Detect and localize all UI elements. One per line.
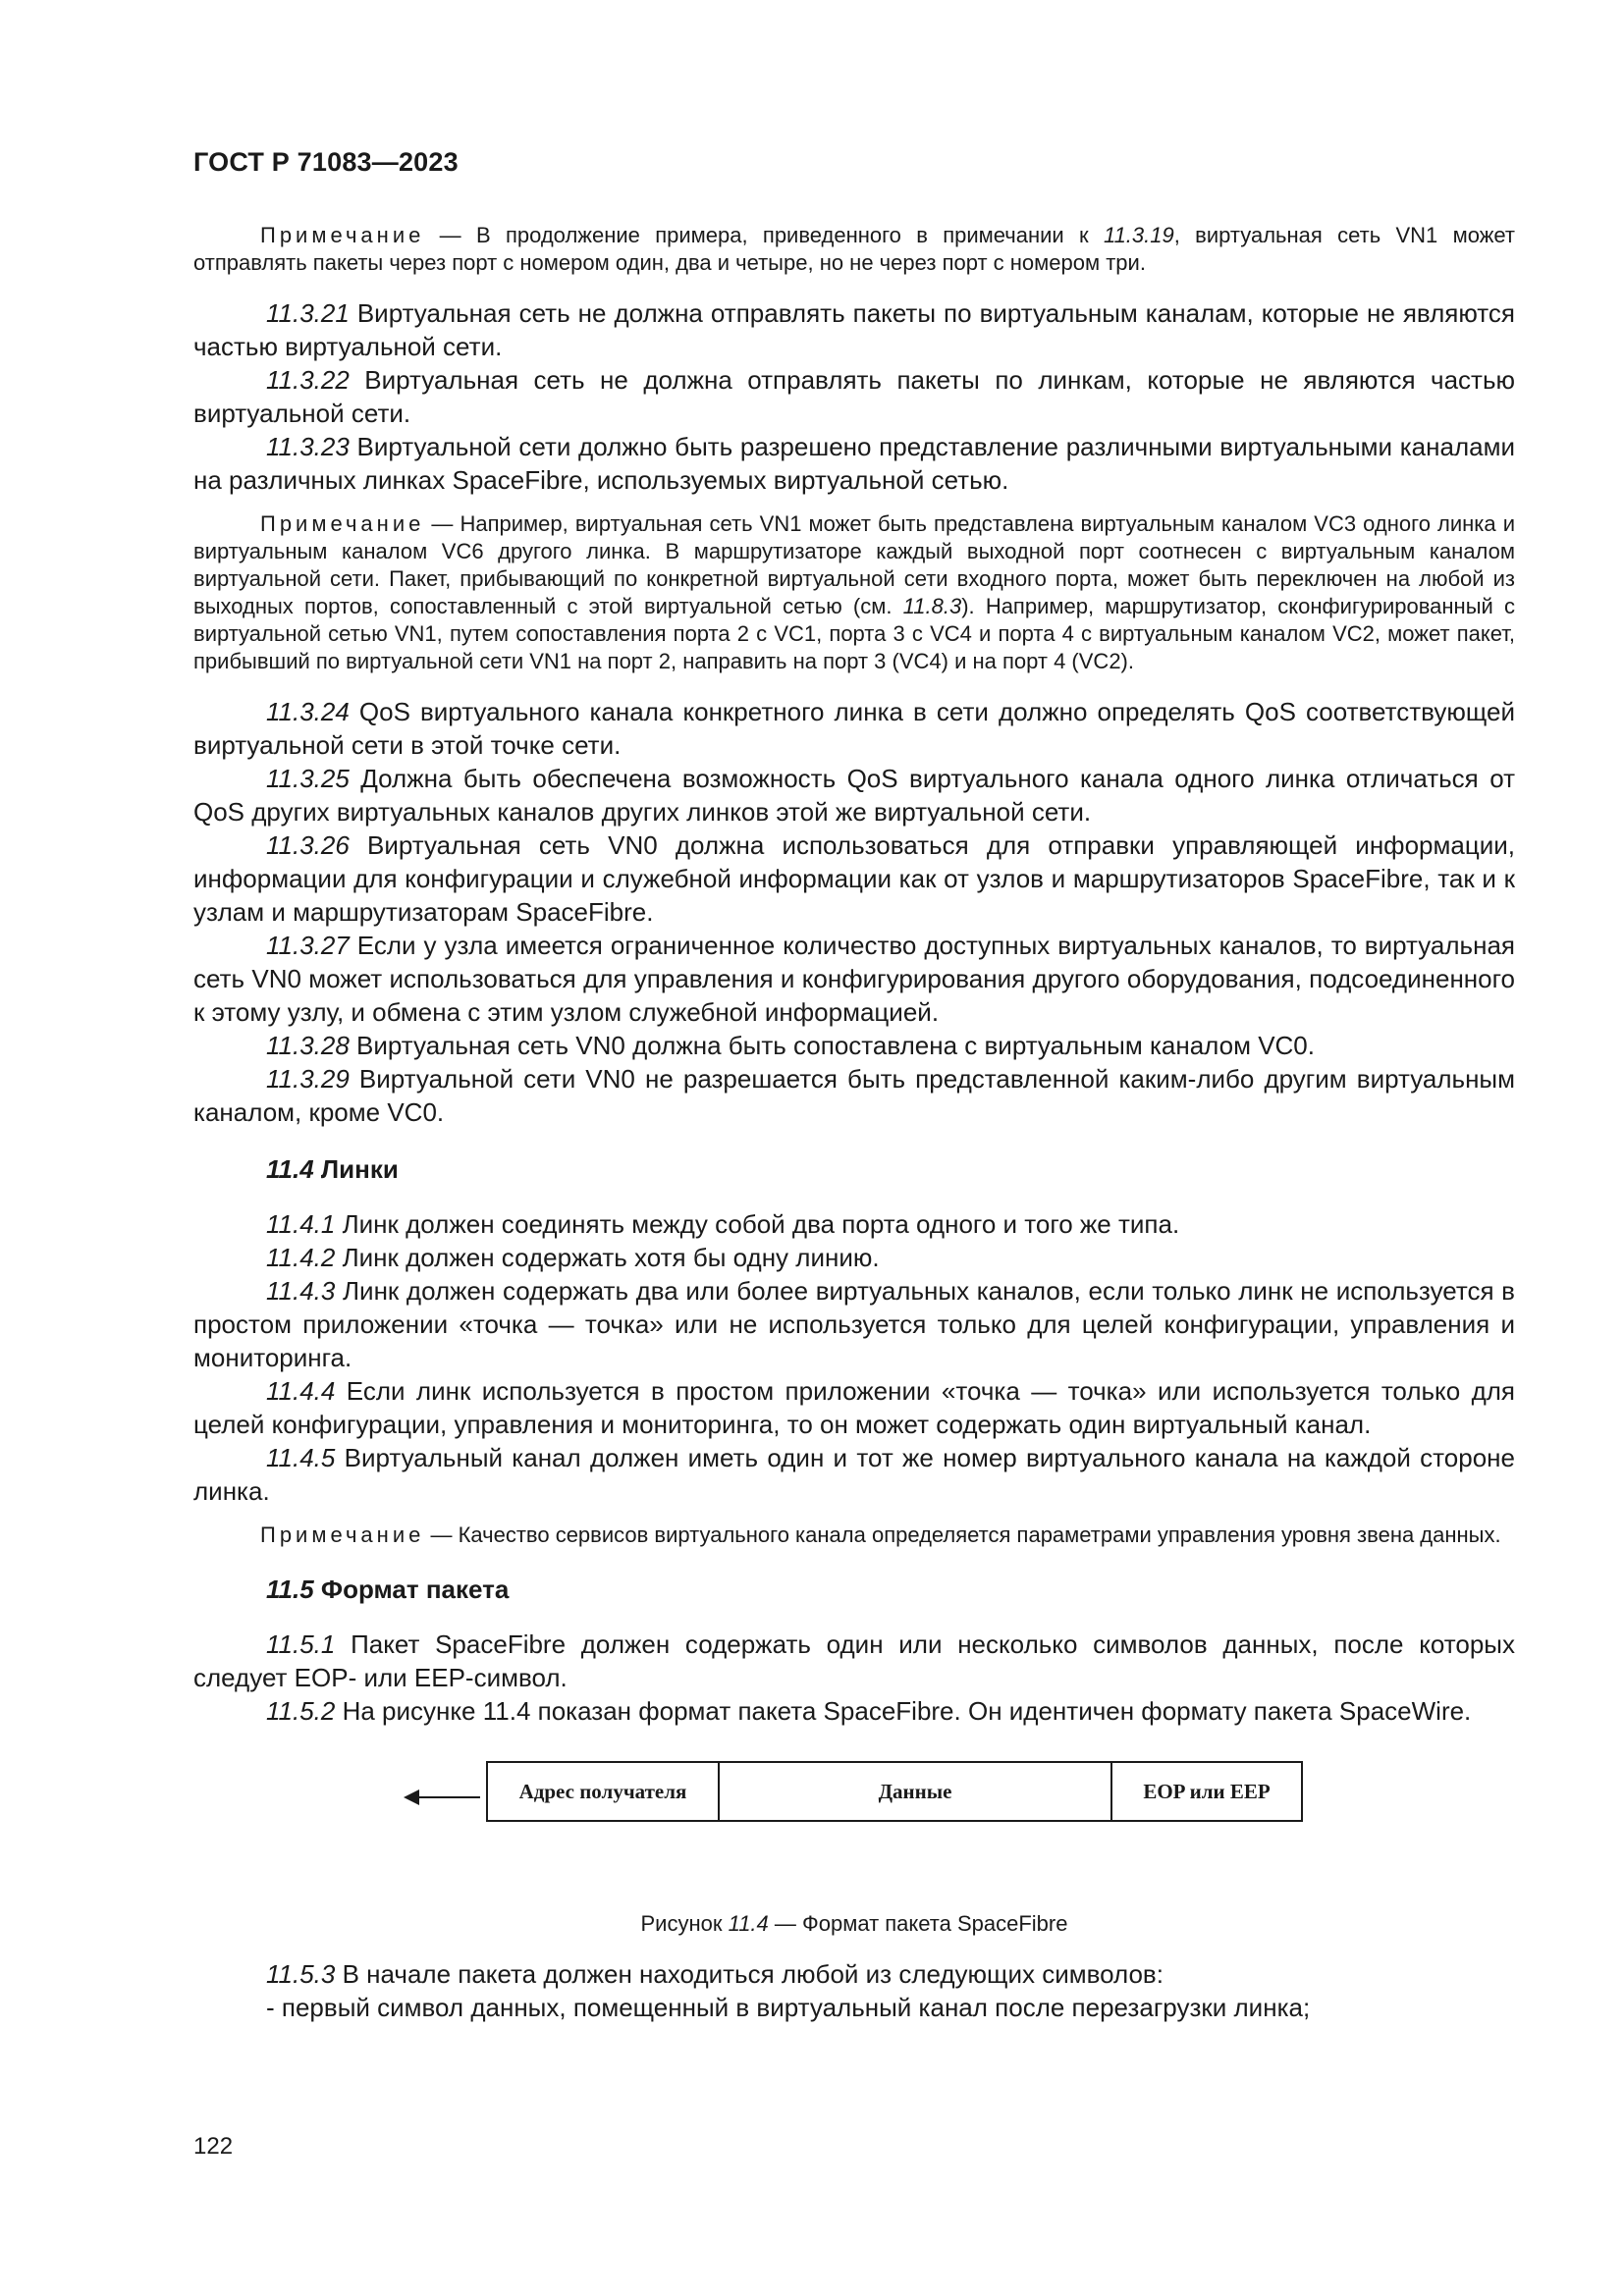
- clause-number: 11.3.27: [266, 931, 350, 960]
- document-body: [193, 222, 1515, 2024]
- document-header: ГОСТ Р 71083—2023: [193, 147, 459, 177]
- clause-11-5-1: 11.5.1 Пакет SpaceFibre должен содержать один или несколько символов данных, после которых следует EOP- или EEP-символ.: [193, 1629, 1515, 1692]
- note-label: Примечание: [260, 223, 425, 247]
- clause-11-4-5: 11.4.5 Виртуальный канал должен иметь один и тот же номер виртуального канала на каждой стороне линка.: [193, 1443, 1515, 1506]
- clause-number: 11.3.28: [266, 1031, 350, 1060]
- section-title: Линки: [313, 1154, 399, 1184]
- destination-address-cell: Адрес получателя: [488, 1763, 720, 1820]
- packet-format-diagram: [486, 1761, 1303, 1822]
- section-number: 11.4: [266, 1154, 314, 1184]
- clause-number: 11.5.2: [266, 1696, 336, 1726]
- clause-11-3-28: 11.3.28 Виртуальная сеть VN0 должна быть сопоставлена с виртуальным каналом VC0.: [266, 1031, 1315, 1060]
- clause-11-5-2: 11.5.2 На рисунке 11.4 показан формат пакета SpaceFibre. Он идентичен формату пакета SpaceWire.: [266, 1696, 1472, 1726]
- arrow-left-icon: [406, 1796, 480, 1798]
- clause-11-3-29: 11.3.29 Виртуальной сети VN0 не разрешается быть представленной каким-либо другим виртуальным каналом, кроме VC0.: [193, 1064, 1515, 1127]
- clause-11-3-26: 11.3.26 Виртуальная сеть VN0 должна использоваться для отправки управляющей информации, информации для конфигурации и служебной информации как от узлов и маршрутизаторов SpaceFibre, так и к узлам и маршрутизаторам SpaceFibre.: [193, 830, 1515, 927]
- clause-number: 11.3.24: [266, 697, 350, 726]
- clause-11-3-24: 11.3.24 QoS виртуального канала конкретного линка в сети должно определять QoS соответствующей виртуальной сети в этой точке сети.: [193, 697, 1515, 760]
- figure-number: 11.4: [728, 1911, 769, 1936]
- clause-11-3-25: 11.3.25 Должна быть обеспечена возможность QoS виртуального канала одного линка отличаться от QoS других виртуальных каналов других линков этой же виртуальной сети.: [193, 764, 1515, 827]
- note-label: Примечание: [260, 511, 425, 536]
- note-2: Примечание — Например, виртуальная сеть VN1 может быть представлена виртуальным каналом VC3 одного линка и виртуальным каналом VC6 другого линка. В маршрутизаторе каждый выходной порт соотнесен с виртуальным каналом виртуальной сети. Пакет, прибывающий по конкретной виртуальной сети входного порта, может быть переключен на любой из выходных портов, сопоставленный с этой виртуальной сетью (см. 11.8.3). Например, маршрутизатор, сконфигурированный с виртуальной сетью VN1, путем сопоставления порта 2 с VC1, порта 3 с VC4 и порта 4 с виртуальным каналом VC2, может пакет, прибывший по виртуальной сети VN1 на порт 2, направить на порт 3 (VC4) и на порт 4 (VC2).: [193, 511, 1515, 673]
- reference: 11.8.3: [902, 594, 962, 618]
- clause-number: 11.5.3: [266, 1959, 336, 1989]
- section-heading-11-5: [193, 1573, 1515, 1606]
- list-item: - первый символ данных, помещенный в виртуальный канал после перезагрузки линка;: [266, 1993, 1311, 2022]
- section-number: 11.5: [266, 1575, 314, 1604]
- clause-11-3-21: 11.3.21 Виртуальная сеть не должна отправлять пакеты по виртуальным каналам, которые не являются частью виртуальной сети.: [193, 298, 1515, 361]
- clause-11-3-23: 11.3.23 Виртуальной сети должно быть разрешено представление различными виртуальными каналами на различных линках SpaceFibre, используемых виртуальной сетью.: [193, 432, 1515, 495]
- clause-number: 11.4.3: [266, 1276, 336, 1306]
- clause-11-4-4: 11.4.4 Если линк используется в простом приложении «точка — точка» или используется только для целей конфигурации, управления и мониторинга, то он может содержать один виртуальный канал.: [193, 1376, 1515, 1439]
- clause-11-3-22: 11.3.22 Виртуальная сеть не должна отправлять пакеты по линкам, которые не являются частью виртуальной сети.: [193, 365, 1515, 428]
- clause-number: 11.3.26: [266, 830, 350, 860]
- page-number: 122: [193, 2133, 234, 2160]
- packet-format-figure: [193, 1761, 1515, 1885]
- clause-11-4-3: 11.4.3 Линк должен содержать два или более виртуальных каналов, если только линк не используется в простом приложении «точка — точка» или не используется только для целей конфигурации, управления и мониторинга.: [193, 1276, 1515, 1372]
- note-3: Примечание — Качество сервисов виртуального канала определяется параметрами управления уровня звена данных.: [260, 1522, 1501, 1547]
- clause-11-3-27: 11.3.27 Если у узла имеется ограниченное количество доступных виртуальных каналов, то виртуальная сеть VN0 может использоваться для управления и конфигурирования другого оборудования, подсоединенного к этому узлу, и обмена с этим узлом служебной информацией.: [193, 931, 1515, 1027]
- clause-11-5-3: 11.5.3 В начале пакета должен находиться любой из следующих символов:: [266, 1959, 1164, 1989]
- clause-11-4-1: 11.4.1 Линк должен соединять между собой два порта одного и того же типа.: [266, 1209, 1180, 1239]
- clause-number: 11.3.21: [266, 298, 350, 328]
- clause-11-4-2: 11.4.2 Линк должен содержать хотя бы одну линию.: [266, 1243, 880, 1272]
- clause-number: 11.3.23: [266, 432, 350, 461]
- clause-number: 11.3.22: [266, 365, 350, 395]
- figure-caption: Рисунок 11.4 — Формат пакета SpaceFibre: [640, 1911, 1068, 1936]
- section-heading-11-4: [193, 1152, 1515, 1186]
- clause-number: 11.4.2: [266, 1243, 336, 1272]
- eop-eep-cell: EOP или EEP: [1143, 1779, 1271, 1803]
- section-title: Формат пакета: [313, 1575, 510, 1604]
- clause-number: 11.5.1: [266, 1629, 336, 1659]
- clause-number: 11.4.4: [266, 1376, 336, 1406]
- data-cell: Данные: [720, 1763, 1112, 1820]
- clause-number: 11.4.1: [266, 1209, 336, 1239]
- clause-number: 11.3.29: [266, 1064, 350, 1094]
- note-1: Примечание — В продолжение примера, приведенного в примечании к 11.3.19, виртуальная сеть VN1 может отправлять пакеты через порт с номером один, два и четыре, но не через порт с номером три.: [193, 223, 1515, 275]
- clause-number: 11.4.5: [266, 1443, 336, 1472]
- reference: 11.3.19: [1103, 223, 1174, 247]
- note-label: Примечание: [260, 1522, 425, 1547]
- clause-number: 11.3.25: [266, 764, 350, 793]
